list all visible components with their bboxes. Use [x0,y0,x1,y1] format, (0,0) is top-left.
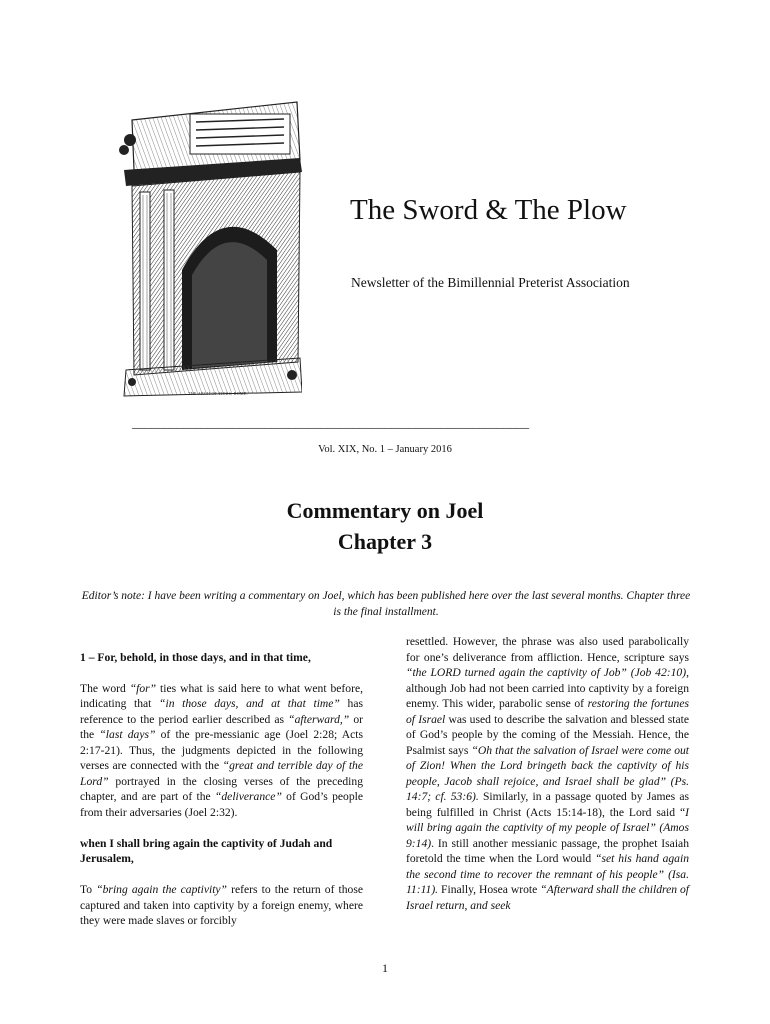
left-column [80,634,363,929]
divider-rule: _______________________________________________________________ [132,415,529,430]
article-title-line2: Chapter 3 [337,529,433,554]
arch-of-titus-illustration [112,100,302,400]
article-title [0,495,770,557]
verse-heading-2: when I shall bring again the captivity of Judah and Jerusalem, [80,836,333,865]
paragraph-captivity-parabolic: resettled. However, the phrase was also used parabolically for one’s deliverance from affliction. Hence, scripture says “the LORD turned again the captivity of Job” (Job 42:10), although Job had not been carried into captivity by a foreign enemy. This wider, parabolic sense of restoring the fortunes of Israel was used to describe the salvation and blessed state of God’s people by the coming of the Messiah. Hence, the Psalmist says “Oh that the salvation of Israel were come out of Zion! When the Lord bringeth back the captivity of his people, Jacob shall rejoice, and Israel shall be glad” (Ps. 14:7; cf. 53:6). Similarly, in a passage quoted by James as being fulfilled in Christ (Acts 15:14-18), the Lord said “I will bring again the captivity of my people of Israel” (Amos 9:14). In still another messianic passage, the prophet Isaiah foretold the time when the Lord would “set his hand again the second time to recover the remnant of his people” (Isa. 11:11). Finally, Hosea wrote “Afterward shall the children of Israel return, and seek [406,635,690,912]
article-title-line1: Commentary on Joel [286,498,484,523]
issue-info: Vol. XIX, No. 1 – January 2016 [318,444,452,455]
editors-note: Editor’s note: I have been writing a commentary on Joel, which has been published here over the last several months. Chapter three is the final installment. [81,590,691,618]
paragraph-bring-again: To “bring again the captivity” refers to the return of those captured and taken into captivity by a foreign enemy, where they were made slaves or forcibly [80,883,364,927]
illustration-caption: THE ARCH OF TITUS, ROME. [188,391,248,396]
right-column [406,634,689,913]
newsletter-subtitle: Newsletter of the Bimillennial Preterist Association [351,275,630,290]
verse-heading-1: 1 – For, behold, in those days, and in that time, [80,650,311,664]
newsletter-title: The Sword & The Plow [350,194,627,226]
paragraph-word-for: The word “for” ties what is said here to what went before, indicating that “in those days, and at that time” has reference to the period earlier described as “afterward,” or the “last days” of the pre-messianic age (Joel 2:28; Acts 2:17-21). Thus, the judgments depicted in the following verses are connected with the “great and terrible day of the Lord” portrayed in the closing verses of the preceding chapter, and are part of the “deliverance” of God’s people from their adversaries (Joel 2:32). [80,681,364,819]
page-number: 1 [382,961,388,975]
